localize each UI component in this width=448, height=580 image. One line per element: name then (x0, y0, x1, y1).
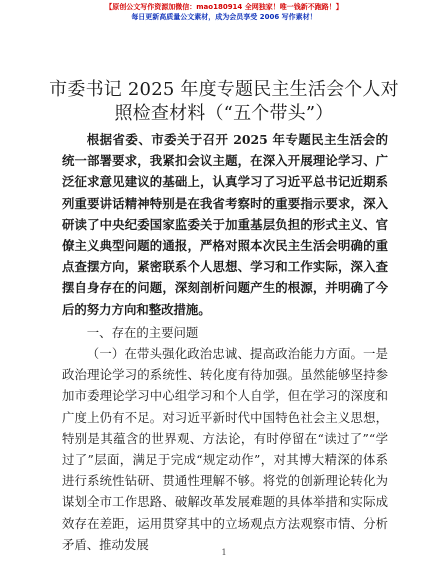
body-paragraph: （一）在带头强化政治忠诚、提高政治能力方面。一是政治理论学习的系统性、转化度有待加强。虽然能够坚持参加市委理论学习中心组学习和个人自学，但在学习的深度和广度上仍有不足。对习近平新时代中国特色社会主义思想，特别是其蕴含的世界观、方法论，有时停留在“读过了”“学过了”层面，满足于完成“规定动作”，对其博大精深的体系进行系统性钻研、贯通性理解不够。将党的创新理论转化为谋划全市工作思路、破解改革发展难题的具体举措和实际成效存在差距，运用贯穿其中的立场观点方法观察市情、分析矛盾、推动发展 (62, 346, 388, 552)
promo-banner (0, 2, 448, 22)
section-heading: 一、存在的主要问题 (86, 324, 199, 340)
promo-line-1: 【原创公文写作资源加微信：mao180914 全网独家！唯一钱新不跑路！】 (105, 3, 343, 11)
page-number: 1 (221, 548, 227, 557)
promo-line-2: 每日更新高质量公文素材，成为会员享受 2006 写作素材！ (131, 13, 317, 21)
intro-paragraph: 根据省委、市委关于召开 2025 年专题民主生活会的统一部署要求，我紧扣会议主题，在深入开展理论学习、广泛征求意见建议的基础上，认真学习了习近平总书记近期系列重要讲话精神特别是在我省考察时的重要指示要求，深入研读了中央纪委国家监委关于加重基层负担的形式主义、官僚主义典型问题的通报，严格对照本次民主生活会明确的重点查摆方向，紧密联系个人思想、学习和工作实际，深入查摆自身存在的问题，深刻剖析问题产生的根源，并明确了今后的努力方向和整改措施。 (62, 132, 388, 317)
document-title: 市委书记 2025 年度专题民主生活会个人对照检查材料（“五个带头”） (49, 79, 399, 124)
document-body (62, 129, 388, 555)
